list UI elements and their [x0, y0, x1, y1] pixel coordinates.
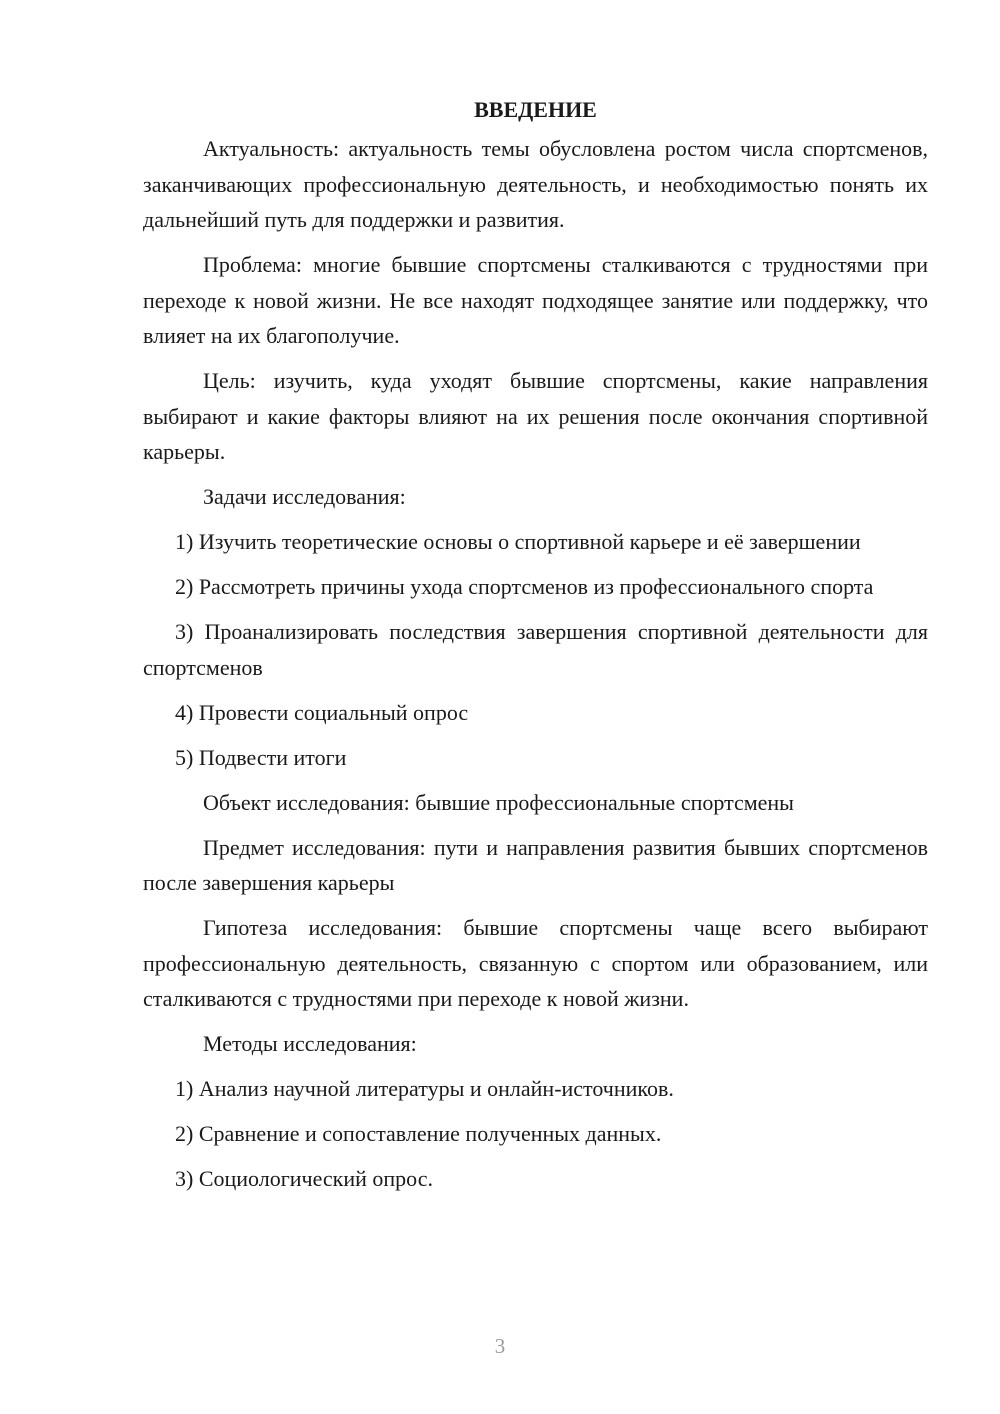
page-number: 3: [494, 1334, 506, 1358]
paragraph-goal: Цель: изучить, куда уходят бывшие спортсмены, какие направления выбирают и какие факторы влияют на их решения после окончания спортивной карьеры.: [143, 368, 928, 464]
task-item-2: 2) Рассмотреть причины ухода спортсменов из профессионального спорта: [175, 574, 874, 599]
task-item-5: 5) Подвести итоги: [175, 744, 347, 770]
paragraph-relevance: Актуальность: актуальность темы обусловлена ростом числа спортсменов, заканчивающих профессиональную деятельность, и необходимостью понять их дальнейший путь для поддержки и развития.: [143, 136, 928, 232]
method-item-3: 3) Социологический опрос.: [175, 1166, 433, 1191]
paragraph-problem: Проблема: многие бывшие спортсмены сталкиваются с трудностями при переходе к новой жизни. Не все находят подходящее занятие или поддержку, что влияет на их благополучие.: [143, 252, 928, 348]
method-item-1: 1) Анализ научной литературы и онлайн-источников.: [175, 1076, 674, 1101]
paragraph-subject: Предмет исследования: пути и направления развития бывших спортсменов после завершения карьеры: [143, 834, 928, 895]
method-item-2: 2) Сравнение и сопоставление полученных данных.: [175, 1121, 662, 1146]
methods-heading: Методы исследования:: [203, 1031, 417, 1056]
task-item-1: 1) Изучить теоретические основы о спортивной карьере и её завершении: [175, 529, 861, 554]
document-page: [143, 92, 928, 1206]
paragraph-hypothesis: Гипотеза исследования: бывшие спортсмены чаще всего выбирают профессиональную деятельность, связанную с спортом или образованием, или сталкиваются с трудностями при переходе к новой жизни.: [143, 915, 928, 1011]
task-item-4: 4) Провести социальный опрос: [175, 699, 469, 725]
page-title: ВВЕДЕНИЕ: [474, 97, 597, 122]
task-item-3: 3) Проанализировать последствия завершения спортивной деятельности для спортсменов: [143, 619, 928, 680]
tasks-heading: Задачи исследования:: [203, 484, 406, 509]
paragraph-object: Объект исследования: бывшие профессиональные спортсмены: [203, 789, 794, 815]
